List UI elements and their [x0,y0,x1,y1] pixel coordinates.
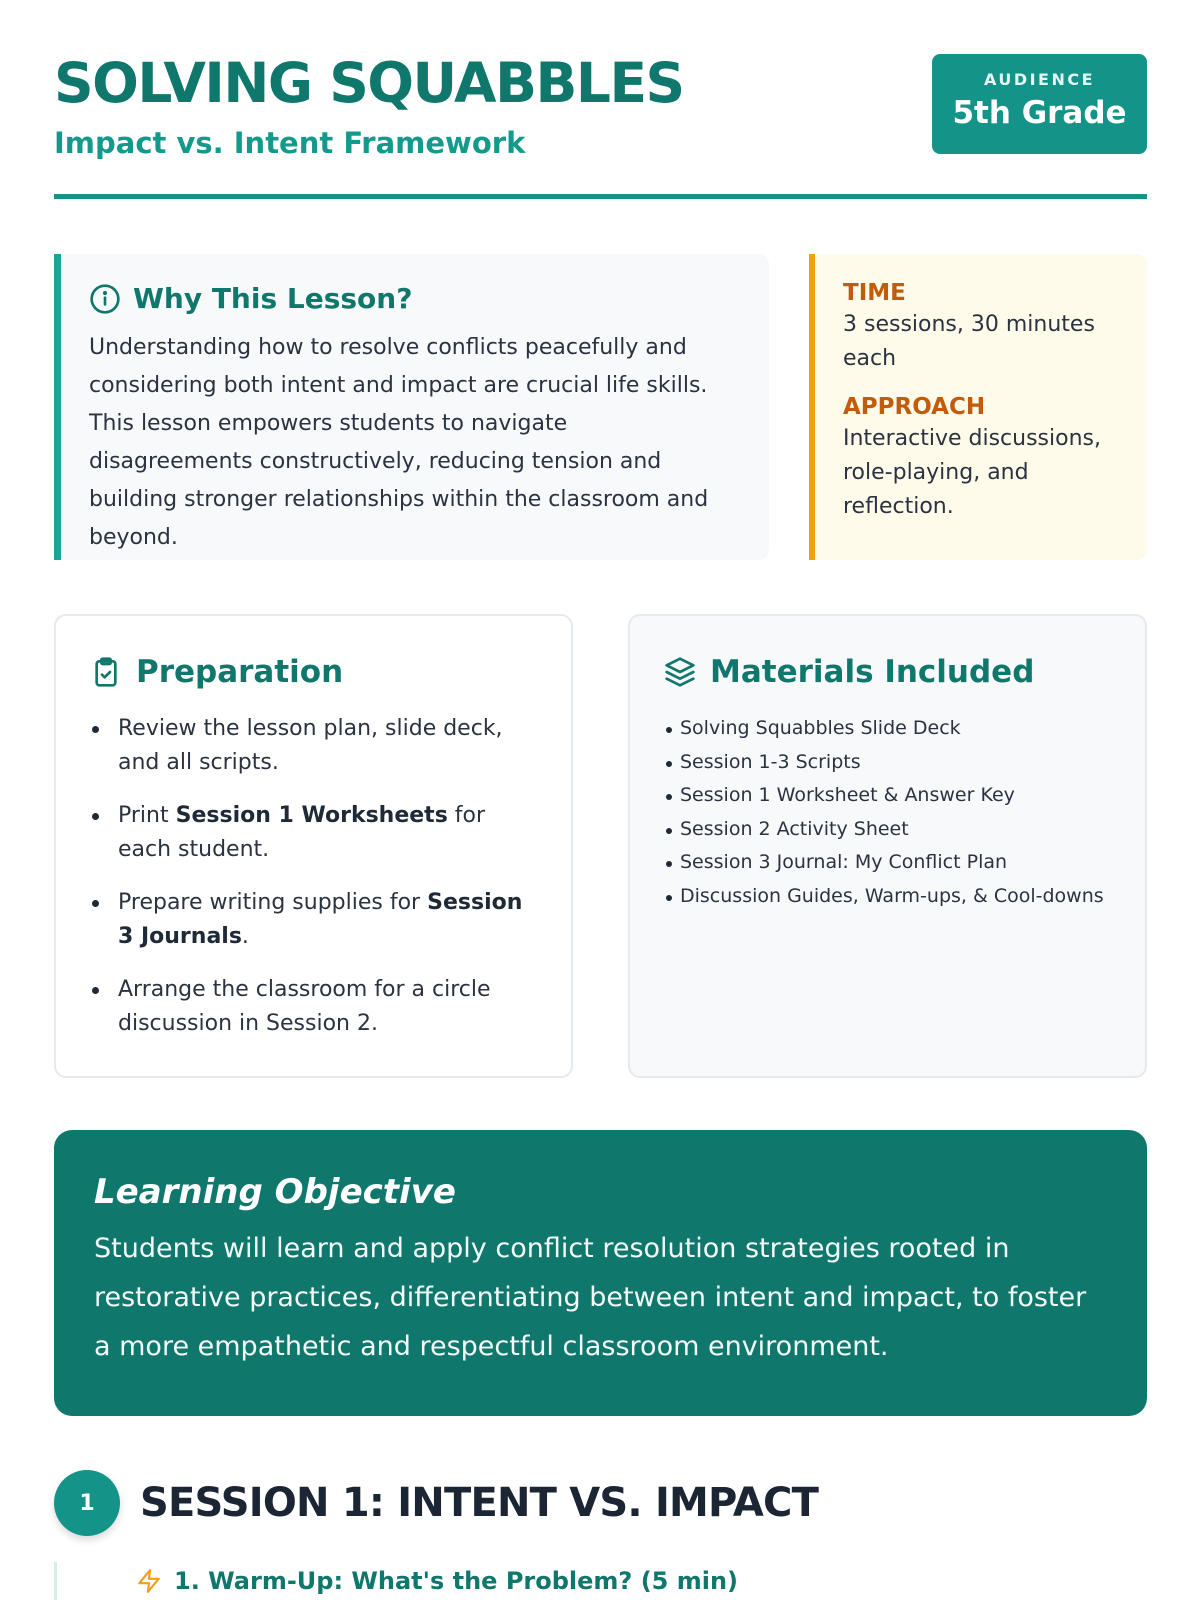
objective-body: Students will learn and apply conflict resolution strategies rooted in restorative practices, differentiating between intent and impact, to foster a more empathetic and respectful classroom environment. [94,1233,1087,1362]
learning-objective-box [54,1130,1147,1416]
page-title: SOLVING SQUABBLES [54,51,684,115]
header [54,0,1147,200]
list-item: Prepare writing supplies for Session 3 Journals. [90,886,537,954]
list-item: Discussion Guides, Warm-ups, & Cool-downs [664,880,1111,914]
clipboard-check-icon [90,656,122,688]
audience-value: 5th Grade [952,95,1127,131]
list-item: Print Session 1 Worksheets for each student. [90,799,537,867]
list-item: Session 1-3 Scripts [664,746,1111,780]
materials-card [628,614,1147,1078]
objective-heading: Learning Objective [94,1172,456,1212]
list-item: Session 2 Activity Sheet [664,813,1111,847]
time-label: TIME [843,280,906,306]
layers-icon [664,656,696,688]
materials-heading: Materials Included [710,654,1035,690]
header-divider [54,194,1147,199]
why-this-lesson-box [54,254,769,560]
list-item: Arrange the classroom for a circle discussion in Session 2. [90,973,537,1041]
time-value: 3 sessions, 30 minutes each [843,312,1095,371]
materials-list [664,712,1111,913]
session-title: SESSION 1: INTENT VS. IMPACT [140,1480,819,1526]
approach-label: APPROACH [843,394,986,420]
list-item: Session 3 Journal: My Conflict Plan [664,846,1111,880]
lightning-icon [136,1568,162,1594]
why-body: Understanding how to resolve conflicts peacefully and considering both intent and impact are crucial life skills. This lesson empowers students to navigate disagreements constructively, reducing tension and building stronger relationships within the classroom and beyond. [89,335,709,550]
audience-label: AUDIENCE [983,70,1096,89]
list-item: Solving Squabbles Slide Deck [664,712,1111,746]
why-heading: Why This Lesson? [133,282,413,315]
preparation-heading: Preparation [136,654,344,690]
list-item: Session 1 Worksheet & Answer Key [664,779,1111,813]
list-item: Review the lesson plan, slide deck, and all scripts. [90,712,537,780]
approach-value: Interactive discussions, role-playing, and reflection. [843,426,1101,519]
page-subtitle: Impact vs. Intent Framework [54,126,526,160]
lesson-plan-page [54,0,1147,1595]
lesson-meta-box [809,254,1147,560]
step-title: 1. Warm-Up: What's the Problem? (5 min) [174,1567,739,1595]
audience-badge [932,54,1147,154]
info-icon [89,283,121,315]
preparation-card [54,614,573,1078]
session-number-badge: 1 [54,1470,120,1536]
session-header [54,1470,818,1536]
session-step [136,1567,738,1595]
preparation-list [90,712,537,1041]
